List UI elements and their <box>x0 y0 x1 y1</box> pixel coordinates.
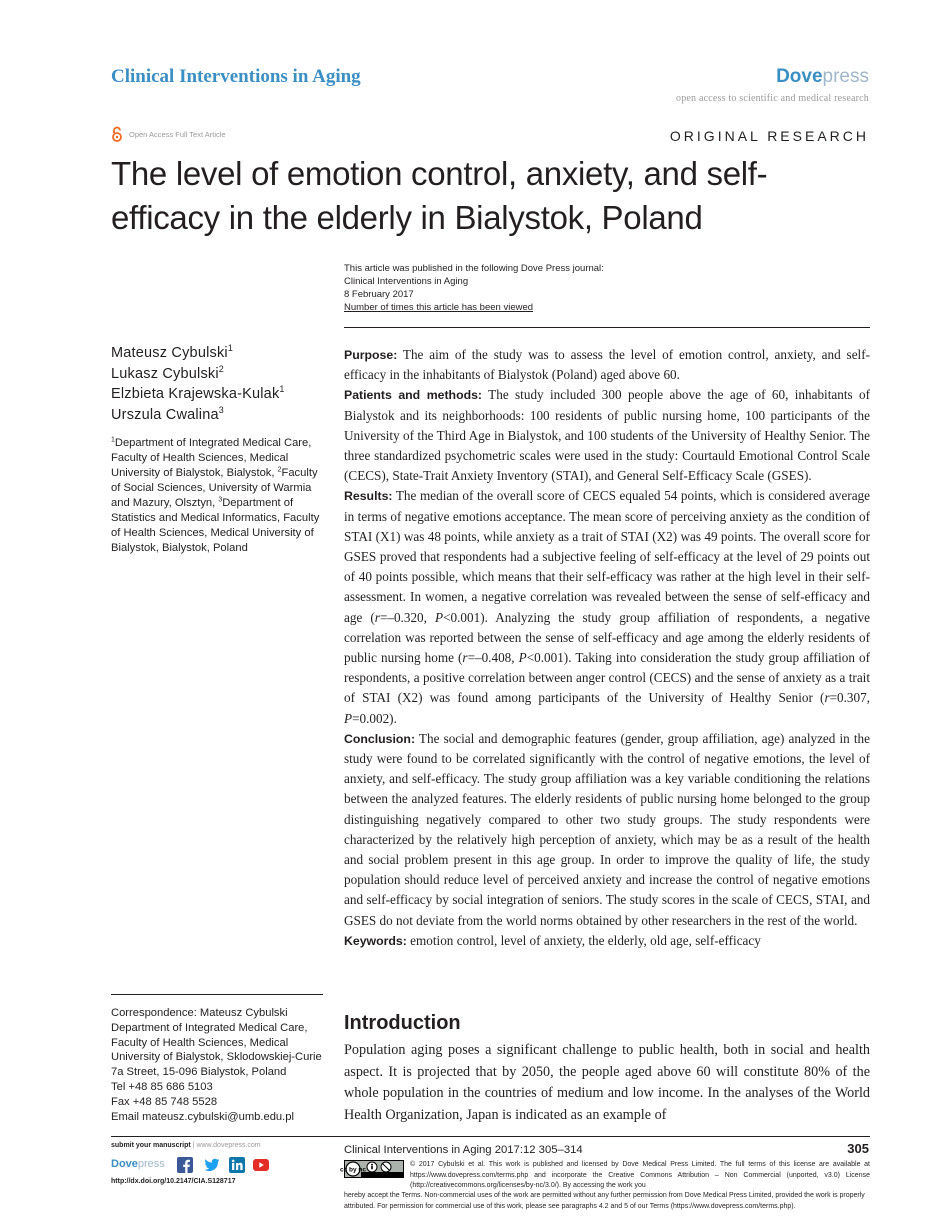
license-text-continued: hereby accept the Terms. Non-commercial uses of the work are permitted without any further permission from Dove Medical Press Limited, provided the work is properly attributed. For permission for commercial use of this work, please see paragraphs 4.2 and 5 of our Terms (https://www.dovepress.com/terms.php). <box>344 1192 865 1210</box>
views-link[interactable]: Number of times this article has been viewed <box>344 302 534 313</box>
pubinfo-date: 8 February 2017 <box>344 289 414 300</box>
author: Urszula Cwalina$^3$ <box>111 404 224 423</box>
dovepress-logo[interactable] <box>776 66 869 88</box>
correspondence-email[interactable]: Email mateusz.cybulski@umb.edu.pl <box>111 1110 294 1123</box>
introduction-heading: Introduction <box>344 1012 461 1034</box>
logo-press: press <box>822 66 869 87</box>
publication-info <box>344 262 604 314</box>
author: Mateusz Cybulski$^1$ <box>111 343 234 361</box>
introduction-body: Population aging poses a significant challenge to public health, both in social and health aspect. It is projected that by 2050, the people aged above 60 will constitute 80% of the whole population in the countries of medium and low income. In the analyses of the World Health Organization, Japan is indicated as an example of <box>344 1042 870 1123</box>
footer-dovepress-logo[interactable]: Dovepress <box>111 1158 165 1170</box>
article-title: The level of emotion control, anxiety, and self-efficacy in the elderly in Bialystok, Poland <box>111 155 768 236</box>
publisher-tagline: open access to scientific and medical research <box>676 93 869 104</box>
article-type: ORIGINAL RESEARCH <box>669 128 869 144</box>
svg-text:cc by nc: cc by nc <box>339 1166 367 1174</box>
correspondence <box>111 1006 326 1124</box>
correspondence-address: Department of Integrated Medical Care, Faculty of Health Sciences, Medical University of Bialystok, Sklodowskiej-Curie 7a Street, 15-096 Bialystok, Poland <box>111 1021 322 1079</box>
cc-license-icon[interactable] <box>339 1160 404 1178</box>
twitter-icon[interactable] <box>204 1157 220 1173</box>
abstract <box>344 345 870 951</box>
citation: Clinical Interventions in Aging 2017:12 305–314 <box>344 1144 583 1156</box>
doi-link[interactable]: http://dx.doi.org/10.2147/CIA.S128717 <box>111 1178 236 1185</box>
page-number: 305 <box>847 1141 869 1156</box>
journal-title[interactable]: Clinical Interventions in Aging <box>111 66 361 87</box>
open-access-label: Open Access Full Text Article <box>129 130 226 139</box>
abstract-conclusion: Conclusion: The social and demographic features (gender, group affiliation, age) analyzed in the study were found to be correlated significantly with the control of negative emotions, the level of anxiety, and self-efficacy. The study group affiliation was a key variable conditioning the relations between the analyzed features. The elderly residents of public nursing home belonged to the group distinguishing negatively compared to other two study groups. The study respondents were characterized by the relatively high perception of anxiety, which may be as a result of the health and social problem present in this age group. In order to improve the quality of life, the study population should reduce level of perceived anxiety and increase the control of negative emotions and self-efficacy by social integration of seniors. The study scores in the scale of CECS, STAI, and GSES do not deviate from the world norms obtained by other researchers in the rest of the world. <box>344 730 870 928</box>
divider <box>111 994 323 995</box>
correspondence-tel: Tel +48 85 686 5103 <box>111 1080 213 1093</box>
correspondence-name: Correspondence: Mateusz Cybulski <box>111 1007 288 1019</box>
abstract-results: Results: The median of the overall score of CECS equaled 54 points, which is considered average in terms of negative emotions acceptance. The mean score of perceiving anxiety as the condition of STAI (X1) was 48 points, while anxiety as a trait of STAI (X2) was 49 points. The overall score for GSES proved that respondents had a subjective feeling of self-efficacy at the level of 29 points out of 40 points possible, which means that their self-efficacy was rather at the high level in their self-assessment. In women, a negative correlation was revealed between the sense of self-efficacy and age (r=–0.320, P<0.001). Analyzing the study group affiliation of respondents, a negative correlation was reported between the sense of self-efficacy and age among the elderly residents of public nursing home (r=–0.408, P<0.001). Taking into consideration the study group affiliation of respondents, a positive correlation between anger control (CECS) and the sense of anxiety as a trait of STAI (X2) was found among participants of the University of Healthy Senior (r=0.307, P=0.002). <box>344 488 871 726</box>
linkedin-icon[interactable] <box>229 1157 245 1173</box>
abstract-methods: Patients and methods: The study included 300 people above the age of 60, inhabitants of Bialystok and its neighborhoods: 100 residents of public nursing home, 100 participants of the University of the Third Age in Bialystok, and 100 students of the University of Healthy Senior. The three standardized psychometric scales were used in the study: Courtauld Emotional Control Scale (CECS), State-Trait Anxiety Inventory (STAI), and General Self-Efficacy Scale (GSES). <box>344 387 870 484</box>
license-text: © 2017 Cybulski et al. This work is published and licensed by Dove Medical Press Limited. The full terms of this license are available at https://www.dovepress.com/terms.php and incorporate the Creative Commons Attribution – Non Commercial (unported, v3.0) License (http://creativecommons.org/licenses/by-nc/3.0/). By accessing the work you <box>410 1161 870 1189</box>
footer-divider <box>111 1136 870 1137</box>
facebook-icon[interactable] <box>177 1157 193 1173</box>
correspondence-fax: Fax +48 85 748 5528 <box>111 1095 218 1108</box>
abstract-purpose: Purpose: The aim of the study was to assess the level of emotion control, anxiety, and self-efficacy in the inhabitants of Bialystok (Poland) aged above 60. <box>344 347 870 383</box>
author: Lukasz Cybulski$^2$ <box>111 363 224 382</box>
pubinfo-line: This article was published in the following Dove Press journal: <box>344 263 604 274</box>
open-access-icon <box>111 126 123 142</box>
divider <box>344 327 870 328</box>
submit-manuscript-link[interactable]: submit your manuscript | www.dovepress.com <box>111 1142 261 1149</box>
abstract-keywords: Keywords: emotion control, level of anxiety, the elderly, old age, self-efficacy <box>344 932 761 948</box>
author-list <box>111 343 285 425</box>
logo-dove: Dove <box>776 66 823 87</box>
youtube-icon[interactable] <box>253 1157 269 1173</box>
affiliations: $^1$Department of Integrated Medical Care, Faculty of Health Sciences, Medical University of Bialystok, Bialystok, $^2$Faculty of Social Sciences, University of Warmia and Mazury, Olsztyn, $^3$Department of Statistics and Medical Informatics, Faculty of Health Sciences, Medical University of Bialystok, Bialystok, Poland <box>111 436 320 554</box>
author: Elzbieta Krajewska-Kulak$^1$ <box>111 384 285 402</box>
pubinfo-journal: Clinical Interventions in Aging <box>344 276 469 287</box>
